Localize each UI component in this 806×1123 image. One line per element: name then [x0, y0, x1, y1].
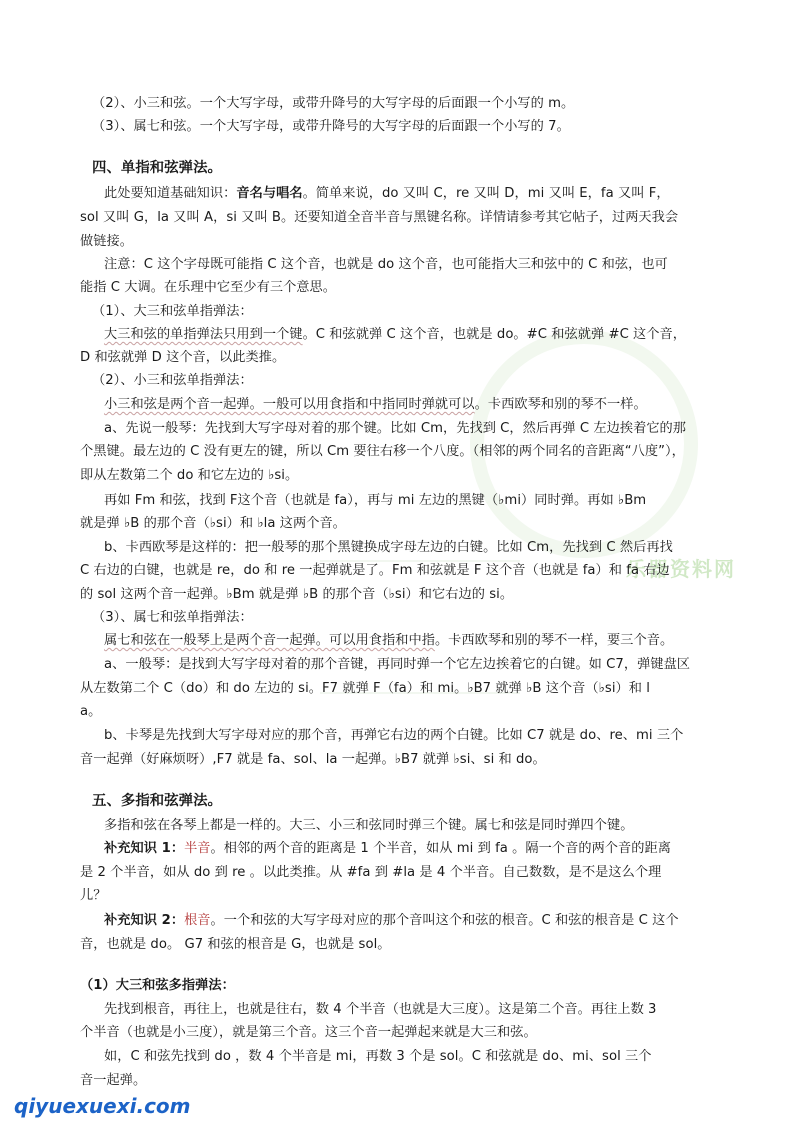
paragraph-line: C 右边的白键，也就是 re，do 和 re 一起弹就是了。Fm 和弦就是 F 这个音（也就是 fa）和 fa 右边 [80, 563, 670, 578]
line-minor-chord-def: （2）、小三和弦。一个大写字母，或带升降号的大写字母的后面跟一个小写的 m。 [92, 96, 575, 111]
paragraph-line: 从左数第二个 C（do）和 do 左边的 si。F7 就弹 F（fa）和 mi。♭B7 就弹 ♭B 这个音（♭si）和 l [80, 681, 650, 696]
paragraph-line: 大三和弦的单指弹法只用到一个键。C 和弦就弹 C 这个音，也就是 do。#C 和弦就弹 #C 这个音， [104, 327, 687, 342]
paragraph-line: 音一起弹。 [80, 1073, 147, 1088]
paragraph-line: a、一般琴：是找到大写字母对着的那个音键，再同时弹一个它左边挨着它的白键。如 C7，弹键盘区 [104, 657, 691, 672]
paragraph-line: 音一起弹（好麻烦呀）,F7 就是 fa、sol、la 一起弹。♭B7 就弹 ♭si、si 和 do。 [80, 752, 546, 767]
subsection-heading: （3）、属七和弦单指弹法： [92, 610, 253, 625]
paragraph-line: 如，C 和弦先找到 do ，数 4 个半音是 mi，再数 3 个是 sol。C 和弦就是 do、mi、sol 三个 [104, 1049, 652, 1064]
paragraph-line: 先找到根音，再往上，也就是往右，数 4 个半音（也就是大三度）。这是第二个音。再往上数 3 [104, 1002, 657, 1017]
line-seventh-chord-def: （3）、属七和弦。一个大写字母，或带升降号的大写字母的后面跟一个小写的 7。 [92, 119, 570, 134]
paragraph-line: 音，也就是 do。 G7 和弦的根音是 G，也就是 sol。 [80, 937, 391, 952]
paragraph-line: 是 2 个半音，如从 do 到 re 。以此类推。从 #fa 到 #la 是 4 个半音。自己数数，是不是这么个理 [80, 865, 662, 880]
paragraph-line: b、卡西欧琴是这样的：把一般琴的那个黑键换成字母左边的白键。比如 Cm，先找到 C 然后再找 [104, 540, 673, 555]
section-heading-4: 四、单指和弦弹法。 [92, 160, 222, 176]
paragraph-line: 此处要知道基础知识：音名与唱名。简单来说，do 又叫 C，re 又叫 D，mi 又叫 E，fa 又叫 F， [104, 186, 670, 201]
paragraph-line: 能指 C 大调。在乐理中它至少有三个意思。 [80, 280, 337, 295]
paragraph-line: 即从左数第二个 do 和它左边的 ♭si。 [80, 468, 299, 483]
watermark-text: 乐器资料网 [626, 557, 736, 581]
paragraph-line: 多指和弦在各琴上都是一样的。大三、小三和弦同时弹三个键。属七和弦是同时弹四个键。 [104, 818, 634, 833]
paragraph-line: 注意：C 这个字母既可能指 C 这个音，也就是 do 这个音，也可能指大三和弦中的 C 和弦，也可 [104, 257, 668, 272]
paragraph-line: 小三和弦是两个音一起弹。一般可以用食指和中指同时弹就可以。卡西欧琴和别的琴不一样。 [104, 397, 647, 412]
paragraph-line: 的 sol 这两个音一起弹。♭Bm 就是弹 ♭B 的那个音（♭si）和它右边的 si。 [80, 587, 514, 602]
section-heading-5: 五、多指和弦弹法。 [92, 793, 222, 809]
paragraph-line: 个黑键。最左边的 C 没有更左的键，所以 Cm 要往右移一个八度。（相邻的两个同名的音距离“八度”）， [80, 444, 685, 459]
paragraph-line: sol 又叫 G，la 又叫 A，si 又叫 B。还要知道全音半音与黑键名称。详情请参考其它帖子，过两天我会 [80, 210, 679, 225]
paragraph-line: a。 [80, 704, 102, 719]
paragraph-line: 补充知识 1：半音。相邻的两个音的距离是 1 个半音，如从 mi 到 fa 。隔一个音的两个音的距离 [104, 841, 671, 856]
site-watermark-url: qiyuexuexi.com [14, 1094, 191, 1118]
subsection-heading: （2）、小三和弦单指弹法： [92, 373, 253, 388]
subsection-heading: （1）、大三和弦单指弹法： [92, 304, 253, 319]
paragraph-line: b、卡琴是先找到大写字母对应的那个音，再弹它右边的两个白键。比如 C7 就是 do、re、mi 三个 [104, 728, 684, 743]
paragraph-line: a、先说一般琴：先找到大写字母对着的那个键。比如 Cm，先找到 C，然后再弹 C 左边挨着它的那 [104, 421, 687, 436]
paragraph-line: 儿？ [80, 888, 107, 903]
paragraph-line: 个半音（也就是小三度），就是第三个音。这三个音一起弹起来就是大三和弦。 [80, 1025, 537, 1040]
paragraph-line: 就是弹 ♭B 的那个音（♭si）和 ♭la 这两个音。 [80, 516, 346, 531]
paragraph-line: 再如 Fm 和弦，找到 F这个音（也就是 fa），再与 mi 左边的黑键（♭mi）同时弹。再如 ♭Bm [104, 493, 647, 508]
paragraph-line: 做链接。 [80, 234, 133, 249]
paragraph-line: 补充知识 2：根音。一个和弦的大写字母对应的那个音叫这个和弦的根音。C 和弦的根音是 C 这个 [104, 913, 679, 928]
paragraph-line: 属七和弦在一般琴上是两个音一起弹。可以用食指和中指。卡西欧琴和别的琴不一样，要三个音。 [104, 633, 674, 648]
subsection-heading: （1）大三和弦多指弹法： [80, 978, 235, 993]
paragraph-line: D 和弦就弹 D 这个音，以此类推。 [80, 350, 286, 365]
